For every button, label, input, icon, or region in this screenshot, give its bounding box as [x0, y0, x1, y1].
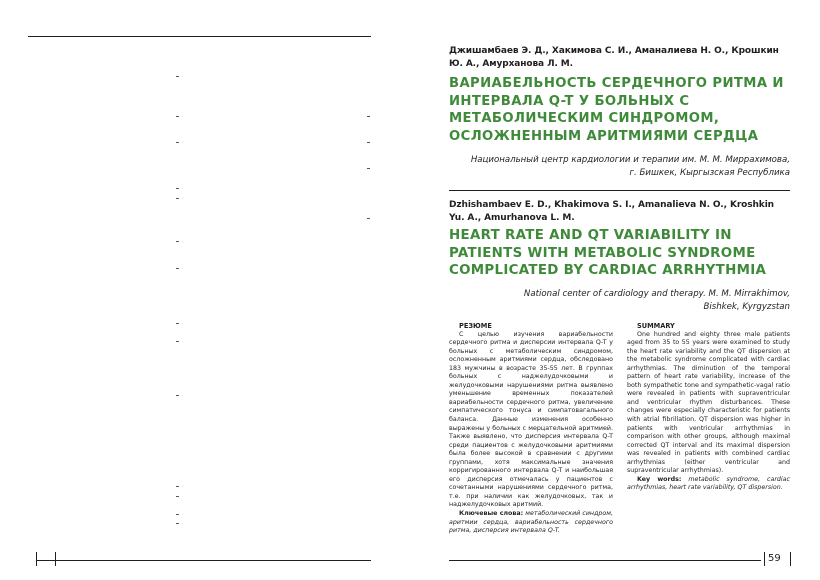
- authors-ru: Джишамбаев Э. Д., Хакимова С. И., Аманалиева Н. О., Крошкин Ю. А., Амурханова Л. М.: [449, 46, 779, 69]
- left-page-mark: [176, 514, 179, 515]
- left-page-mark: [176, 268, 179, 269]
- affiliation-ru: [420, 154, 790, 180]
- keywords-en: [627, 476, 790, 493]
- left-page-footer-tick: [36, 552, 37, 566]
- left-page-mark: [367, 168, 370, 169]
- affiliation-en-line2: Bishkek, Kyrgyzstan: [703, 302, 790, 312]
- keywords-ru-label: Ключевые слова:: [459, 509, 524, 517]
- right-page-footer-tick: [790, 552, 791, 566]
- keywords-ru: [449, 510, 613, 536]
- left-page-mark: [176, 395, 179, 396]
- authors-en: Dzhishambaev E. D., Khakimova S. I., Amanalieva N. O., Kroshkin Yu. A., Amurhanova L. M.: [449, 200, 774, 223]
- keywords-en-text: metabolic syndrome, cardiac arrhythmias, heart rate variability, QT dispersion.: [627, 475, 790, 492]
- affiliation-en-line1: National center of cardiology and therapy. M. M. Mirrakhimov,: [523, 289, 790, 299]
- abstract-en: [627, 322, 790, 493]
- affiliation-ru-line2: г. Бишкек, Кыргызская Республика: [629, 168, 790, 178]
- abstract-en-heading: SUMMARY: [637, 322, 675, 330]
- title-en: HEART RATE AND QT VARIABILITY IN PATIENTS WITH METABOLIC SYNDROME COMPLICATED BY CARDIAC ARRHYTHMIA: [449, 228, 767, 278]
- left-page-mark: [176, 486, 179, 487]
- page-number: 59: [768, 553, 781, 564]
- left-page-mark: [176, 142, 179, 143]
- left-page-mark: [176, 241, 179, 242]
- abstract-ru-heading: РЕЗЮМЕ: [459, 322, 492, 330]
- left-page-mark: [367, 142, 370, 143]
- abstract-ru-text: С целью изучения вариабельности сердечного ритма и дисперсии интервала Q-T у больных с метаболическим синдромом, осложненным аритмиями сердца, обследовано 183 мужчины в возрасте 35-55 лет. В группах больных с наджелудочковыми и желудочковыми нарушениями ритма выявлено уменьшение временных показателей вариабельности сердечного ритма, увеличение симпатического тонуса и симпатовагального баланса. Данные изменения особенно выражены у больных с мерцательной аритмией. Также выявлено, что дисперсия интервала Q-T среди пациентов с желудочковыми аритмиями была более высокой в сравнении с другими группами, хотя максимальные значения корригированного интервала Q-T и наибольшая его дисперсия отмечалась у пациентов с сочетанными нарушениями сердечного ритма, т.е. при наличии как желудочковых, так и наджелудочковых аритмий.: [449, 330, 613, 509]
- section-divider: [449, 190, 790, 191]
- left-page-mark: [367, 116, 370, 117]
- abstract-en-text: One hundred and eighty three male patients aged from 35 to 55 years were examined to study the heart rate variability and the QT dispersion at the metabolic syndrome complicated with cardiac arrhythmias. The diminution of the temporal pattern of heart rate variability, increase of the both sympathetic tone and sympathetic-vagal ratio were revealed in patients with supraventricular and ventricular rhythm disturbances. These changes were especially characteristic for patients with atrial fibrillation. QT dispersion was higher in patients with ventricular arrhythmias in comparison with other groups, although maximal corrected QT interval and its maximal dispersion was revealed in patients with combined cardiac arrhythmias (either ventricular and supraventricular arrhythmias).: [627, 330, 790, 475]
- left-page-mark: [176, 198, 179, 199]
- right-page-footer-rule: [449, 560, 761, 561]
- left-page-mark: [367, 218, 370, 219]
- left-page-mark: [176, 323, 179, 324]
- affiliation-en: [420, 288, 790, 314]
- abstract-ru: [449, 322, 613, 536]
- left-page-top-rule: [28, 36, 371, 37]
- left-page-footer-tick: [55, 552, 56, 566]
- left-page-mark: [176, 523, 179, 524]
- left-page-mark: [176, 188, 179, 189]
- left-page-footer-rule: [36, 560, 371, 561]
- right-page-footer-tick: [764, 552, 765, 566]
- keywords-en-label: Key words:: [637, 475, 682, 483]
- left-page-mark: [176, 341, 179, 342]
- left-page-mark: [176, 76, 179, 77]
- left-page-mark: [176, 496, 179, 497]
- keywords-ru-text: метаболический синдром, аритмии сердца, вариабельность сердечного ритма, дисперсия интервала Q-T.: [449, 509, 613, 535]
- title-ru: ВАРИАБЕЛЬНОСТЬ СЕРДЕЧНОГО РИТМА И ИНТЕРВАЛА Q-T У БОЛЬНЫХ С МЕТАБОЛИЧЕСКИМ СИНДРОМОМ, ОСЛОЖНЕННЫМ АРИТМИЯМИ СЕРДЦА: [449, 76, 784, 144]
- affiliation-ru-line1: Национальный центр кардиологии и терапии им. М. М. Миррахимова,: [470, 155, 790, 165]
- left-page-mark: [176, 116, 179, 117]
